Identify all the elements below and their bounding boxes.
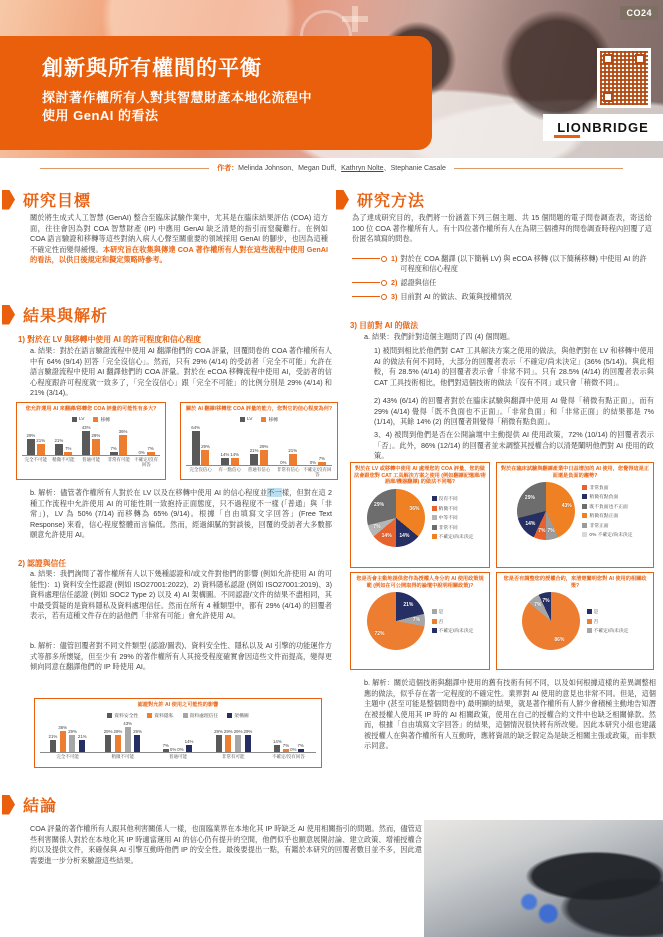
bar [134, 735, 140, 753]
pie-value-label: 7% [412, 617, 421, 624]
section-title: 結果與解析 [23, 308, 109, 325]
legend-item: 稍微不同 [432, 505, 474, 512]
pie [367, 489, 425, 547]
bar-value-label: 43% [81, 424, 91, 430]
bar-value-label: 36% [58, 724, 68, 730]
bar-chart-certifications [38, 712, 318, 766]
bar [119, 435, 127, 457]
category-label: 稍微不可能 [111, 754, 135, 760]
title-card [0, 36, 432, 150]
bar-value-label: 7% [282, 742, 290, 748]
legend-item: 非常負面 [582, 484, 632, 491]
legend-item: 0% 不確定/尚未決定 [582, 531, 632, 538]
legend-item: 沒有不同 [432, 495, 474, 502]
bar-value-label: 29% [259, 443, 269, 449]
bar-value-label: 0% [290, 747, 297, 753]
pie-value-label: 14% [399, 533, 410, 540]
section-title: 研究方法 [357, 193, 426, 210]
legend-item: LV [240, 416, 253, 423]
author-link[interactable]: Kathryn Nolte [341, 165, 384, 172]
bar-value-label: 21% [54, 437, 64, 443]
bar [110, 452, 118, 456]
chart-title: 對於在 LV 或移轉中使用 AI 處理您的 COA 評量，您的做法會跟您對 CAT 工具解決方案之使用 (例如翻譯記憶庫/術語庫/機器翻譯) 的做法不同嗎? [354, 466, 486, 485]
bar-value-label: 29% [103, 729, 113, 735]
legend-item: 不確定/尚未決定 [432, 533, 474, 540]
conclusion-body: COA 評量的著作權所有人跟其他利害關係人一樣，也面臨業界在本地化其 IP 時缺乏 AI 使用相關指引的問題。然而，儘管這些利害關係人對於在本地化其 IP 時適當運用 AI 的信心仍有提升的空間，他們似乎也願意展開討論、建立政策、增補授權合約以及提供文件，來確保與 AI 引擎互動時他們 IP 的安全性。最後要提出一點，有鑑於本研究的回覆者數目並不多，因此還需要進一步分析來驗證這些結果。 [30, 824, 422, 865]
chart-plot [20, 425, 162, 469]
pie-chart-cat-approach-box [350, 462, 490, 568]
bar-value-label: 0% [169, 747, 177, 753]
results-sub2-analysis: b. 解析：儘管回覆者對不同文件類型 (認證/圖表)、資料安全性、隱私以及 AI 引擎的功能運作方式等都多所懷疑，但至少有 29% 的著作權所有人其接受程度確實會因這些文件而提高，變得更傾向同意在翻譯他們的 IP 時使用 AI。 [30, 641, 332, 672]
bar [201, 450, 209, 466]
bar [55, 444, 63, 457]
pie-value-label: 86% [554, 636, 565, 643]
legend-item: 移轉 [261, 416, 278, 423]
pie [517, 482, 575, 540]
bar-group [150, 739, 205, 766]
bar-value-label: 29% [201, 443, 210, 449]
results-sub3-p1: 1) 被問到相比於他們對 CAT 工具解決方案之使用的做法，與他們對在 LV 和移轉中使用 AI 的做法有何不同時，大部分的回覆者表示「不確定/尚未決定」(36% (5/14))。與此相較，有 28.5% (4/14) 的回覆者表示會「非常不同」。只有 28.5% (4/14) 的回覆者表示與 CAT 工具技術相比，他們對這個技術的做法「沒有不同」或只會「稍微不同」。 [374, 346, 654, 387]
chart-plot [184, 425, 334, 478]
list-item: 2) 認證與信任 [352, 278, 652, 288]
category-label: 不確定/沒有回答 [134, 457, 159, 468]
results-sub1-heading: 1) 對於在 LV 與移轉中使用 AI 的許可程度和信心程度 [18, 335, 202, 344]
bar-value-label: 29% [223, 729, 233, 735]
bar-value-label: 7% [162, 742, 169, 748]
bar [92, 439, 100, 456]
lab-photo [424, 820, 663, 937]
section-title: 研究目標 [23, 193, 92, 210]
bar-chart-confidence-box [180, 402, 338, 480]
bar [192, 431, 200, 466]
bar [289, 454, 297, 466]
category-label: 不確定/沒有回答 [272, 754, 305, 760]
results-sub3-analysis: b. 解析：關於這個技術與翻譯中使用的舊有技術有何不同，以及如何根據這樣的差異調整相應的做法，似乎存在著一定程度的不確定性。業界對 AI 使用的意見也非常不同。但是，這個主題中 (甚至可能是整個問卷中) 最明顯的結果，就是著作權所有人鮮少會積極主動地告知潛在被授權人使用其 IP 時的 AI 相關政策，使用在自己的授權合約文件中也缺乏相關條款。然而，根據「自由填寫文字回答」的結果，這個情況很快將有所改變。因此本研究小組也建議被授權人在與著作權所有人互動時，應將資訊的缺乏假定為是缺乏相關主張或政策，而非默示同意。 [364, 678, 656, 751]
category-label: 非常有可能 [107, 457, 130, 463]
pie-value-label: 29% [374, 501, 385, 508]
pie [522, 592, 580, 650]
legend-item: 中等不同 [432, 514, 474, 521]
chart-title: 關於 AI 翻譯/移轉您 COA 評量的能力，您對它的信心程度為何? [185, 406, 333, 412]
bar-value-label: 29% [68, 729, 77, 735]
objectives-body: 關於將生成式人工智慧 (GenAI) 整合至臨床試驗作業中，尤其是在臨床結果評估 (COA) 這方面，往往會因為對 COA 智慧財產 (IP) 中應用 GenAI 缺乏清楚的指引而窒礙難行。在例如 COA 語言驗證和移轉等這些對納入病人心聲至關重要的領域採用 GenAI 的腳步，也因為這種不確定性而變得緩慢。本研究旨在收集與傳達 COA 著作權所有人對在這些流程中使用 GenAI 的看法，以供日後規定和擬定策略時參考。 [30, 213, 328, 265]
conference-code-badge: CO24 [620, 6, 658, 20]
legend-item: 不確定/尚未決定 [587, 627, 629, 634]
pie-chart-trend-box [496, 462, 654, 568]
category-label: 普通有信心 [247, 466, 271, 472]
bar [221, 458, 229, 466]
results-sub3-heading: 3) 目前對 AI 的做法 [350, 321, 419, 330]
pie-chart-cat-approach [354, 489, 486, 547]
chart-legend [582, 484, 632, 539]
legend-item: 資料安全性 [107, 712, 138, 719]
selected-text: 不一 [267, 488, 282, 497]
bar-value-label: 29% [243, 729, 253, 735]
section-header-results [2, 303, 108, 326]
legend-item: 既不負面也不正面 [582, 503, 632, 510]
bar [125, 727, 131, 754]
pie-chart-trend [500, 482, 650, 540]
legend-item: 是 [587, 608, 629, 615]
legend-item: 非常不同 [432, 524, 474, 531]
chart-title: 您是否會主動地提供您作為授權人身分的 AI 使用政策規範 (例如在可公開取得的論壇中說明相關政策)? [356, 576, 484, 589]
methods-items [352, 254, 652, 306]
pie-chart-license-update [500, 592, 650, 650]
bar-value-label: 14% [220, 452, 230, 457]
bar [147, 452, 155, 456]
lionbridge-logo: LIONBRIDGE [543, 114, 663, 141]
list-item: 3) 目前對 AI 的做法、政策與授權情況 [352, 292, 652, 302]
section-arrow-icon [2, 305, 15, 325]
bar [105, 735, 111, 753]
bar-value-label: 0% [177, 747, 184, 753]
results-sub3-intro: a. 結果：我們針對這個主題問了四 (4) 個問題。 [364, 332, 515, 341]
legend-item: 稍微有點負面 [582, 493, 632, 500]
chart-legend [20, 416, 162, 423]
bar-value-label: 29% [26, 432, 36, 438]
bar-value-label: 0% [138, 450, 145, 456]
pie-value-label: 7% [534, 601, 542, 608]
bar-value-label: 14% [230, 452, 240, 457]
chart-legend [587, 608, 629, 634]
bar [115, 735, 121, 753]
bar-value-label: 36% [118, 428, 128, 434]
bar-chart-confidence [184, 416, 334, 478]
section-header-objectives [2, 188, 91, 211]
bar-group [303, 456, 332, 478]
bullet-circle-icon [381, 256, 387, 262]
section-arrow-icon [2, 795, 15, 815]
bar [231, 458, 239, 466]
pie-value-label: 72% [374, 631, 385, 638]
bar [60, 731, 66, 753]
bar [260, 450, 268, 466]
category-label: 普通可能 [81, 457, 100, 463]
bar-group [77, 425, 105, 469]
legend-item: 是 [432, 608, 474, 615]
medical-plus-icon [342, 16, 368, 22]
pie [367, 592, 425, 650]
bar-value-label: 29% [91, 432, 101, 438]
poster-title: 創新與所有權間的平衡 [42, 57, 262, 80]
category-label: 完全不可能 [56, 754, 79, 760]
bar [69, 735, 75, 753]
chart-title: 您允許運用 AI 來翻譯/移轉您 COA 評量的可能性有多大? [25, 406, 157, 412]
legend-item: 資料隱私 [147, 712, 173, 719]
chart-title: 對於在臨床試驗與翻譯產業中日益增加的 AI 使用，您覺得這是正面還是負面的趨勢? [500, 466, 650, 479]
qr-code[interactable] [597, 48, 651, 108]
bar-value-label: 14% [272, 738, 282, 744]
bar-value-label: 7% [110, 446, 117, 452]
pie-chart-policy-forum [354, 592, 486, 650]
bar-value-label: 14% [184, 738, 194, 744]
bar-group [132, 446, 160, 468]
legend-item: 否 [432, 618, 474, 625]
connector-line [352, 258, 380, 259]
category-label: 完全不可能 [24, 457, 48, 463]
section-header-methods [336, 188, 425, 211]
pie-value-label: 36% [409, 505, 420, 512]
bar-value-label: 29% [214, 729, 223, 735]
pie-chart-policy-forum-box [350, 572, 490, 670]
pie-value-label: 7% [373, 523, 381, 530]
legend-item: 稍微有點正面 [582, 512, 632, 519]
connector-line [352, 296, 380, 297]
list-item: 1) 對於在 COA 翻譯 (以下簡稱 LV) 與 eCOA 移轉 (以下簡稱移轉) 中使用 AI 的許可程度和信心程度 [352, 254, 652, 274]
bar-group [50, 438, 78, 469]
connector-line [352, 282, 380, 283]
bar-group [244, 444, 273, 478]
bar-value-label: 7% [147, 446, 154, 452]
bar-group [206, 729, 261, 765]
bar-value-label: 21% [48, 734, 58, 740]
pie-value-label: 43% [561, 503, 572, 510]
methods-intro: 為了達成研究目的，我們將一份涵蓋下列三個主題、共 15 個問題的電子問卷調查表，寄送給 100 位 COA 著作權所有人。有十四位著作權所有人在為期三個禮拜的問卷調查時程內回覆了這份匿名填寫的問卷。 [352, 213, 652, 244]
bar [79, 740, 85, 753]
legend-item: 移轉 [93, 416, 110, 423]
category-label: 非常有可能 [221, 754, 245, 760]
bar-group [105, 429, 133, 469]
objectives-highlight: 本研究旨在收集與傳達 COA 著作權所有人對在這些流程中使用 GenAI 的看法，以供日後規定和擬定策略時參考。 [30, 244, 328, 265]
bar [37, 444, 45, 457]
authors-row [40, 163, 623, 173]
bar [163, 749, 169, 753]
category-label: 完全沒信心 [189, 466, 212, 472]
category-label: 普通可能 [169, 754, 187, 760]
pie-value-label: 14% [381, 533, 392, 540]
chart-legend [38, 712, 318, 719]
category-label: 稍微不可能 [52, 457, 75, 463]
chart-legend [184, 416, 334, 423]
chart-legend [432, 495, 474, 540]
pie-value-label: 7% [542, 597, 550, 604]
bar [27, 439, 35, 456]
bar-chart-certifications-box [34, 698, 322, 768]
bar-value-label: 0% [280, 459, 287, 465]
bar [82, 431, 90, 457]
bar-group [274, 448, 303, 478]
bar [50, 740, 56, 753]
bar [298, 749, 304, 753]
pie-value-label: 29% [524, 495, 535, 502]
bar-group [215, 452, 244, 478]
bar [186, 745, 192, 754]
section-arrow-icon [336, 190, 349, 210]
legend-item: 否 [587, 618, 629, 625]
results-sub3-p3: 3、4) 被問到他們是否在公開論壇中主動提供 AI 使用政策，72% (10/14) 的回覆者表示「否」。此外，86% (12/14) 的回覆者並未調整其授權合約以清楚闡明他們對 AI 使用的政策。 [374, 430, 654, 461]
chart-legend [432, 608, 474, 634]
chart-title: 認證對允許 AI 使用之可能性的影響 [137, 702, 219, 708]
legend-item: LV [72, 416, 85, 423]
results-sub1-analysis: b. 解析：儘管著作權所有人對於在 LV 以及在移轉中使用 AI 的信心程度並不一樣，但對在這 2 種工作流程中允許使用 AI 的可能性則一致抱持正面態度，只不過程度不一樣 (「普通」與「非常」)，LV 為 50% (7/14) 而移轉為 65% (9/14)。根據「自由填寫文字回答」(Free Text Response) 來看，信心程度整體而言偏低。然而，經過細膩的對談後，回覆的受訪者大多數都願意允許使用 AI。 [30, 488, 332, 540]
pie-value-label: 21% [403, 601, 414, 608]
results-sub2-heading: 2) 認證與信任 [18, 559, 67, 568]
legend-item: 資料處理信任 [183, 712, 219, 719]
pie-chart-license-update-box [496, 572, 654, 670]
bar-value-label: 21% [77, 734, 87, 740]
bar [318, 462, 326, 466]
bar [250, 454, 258, 466]
bar-value-label: 21% [36, 437, 46, 443]
pie-value-label: 14% [525, 521, 536, 528]
category-label: 有一點信心 [218, 466, 242, 472]
bar-value-label: 29% [113, 729, 123, 735]
legend-item: 架構圖 [227, 712, 248, 719]
bar-chart-permission [20, 416, 162, 469]
bar-value-label: 7% [65, 446, 72, 452]
results-sub1-result: a. 結果：對於在語言驗證流程中使用 AI 翻譯他們的 COA 評量，回覆問卷的 COA 著作權所有人中有 64% (9/14) 回答「完全沒信心」。然而，只有 29% (4/14) 的受訪者「完全不可能」允許在語言驗證流程中使用 AI 翻譯他們的 COA 評量。對於在 eCOA 移轉流程中使用 AI，受訪者的信心程度跟許可程度就一致多了，「完全沒信心」跟「完全不可能」的比例分別是 29% (4/14) 和 21% (3/14)。 [30, 346, 332, 398]
pie-value-label: 7% [547, 528, 555, 535]
bar-value-label: 0% [309, 459, 317, 465]
bar [283, 749, 289, 753]
divider-line [40, 168, 209, 169]
bar [64, 452, 72, 456]
bar-value-label: 7% [297, 742, 304, 748]
legend-item: 非常正面 [582, 522, 632, 529]
bar-value-label: 21% [288, 448, 298, 454]
bar-value-label: 29% [133, 729, 142, 735]
header-photo [0, 0, 663, 158]
chart-title: 您是否有調整您的授權合約，來清楚闡明您對 AI 使用的相關政策? [503, 576, 647, 589]
qr-pattern [600, 51, 648, 105]
bar-value-label: 29% [233, 729, 243, 735]
bar-group [261, 739, 316, 766]
category-label: 非常有信心 [276, 466, 300, 472]
bar-value-label: 21% [249, 448, 259, 454]
bar-group [22, 433, 50, 468]
pie-value-label: 7% [538, 528, 546, 535]
divider-line [454, 168, 623, 169]
poster-subtitle: 探討著作權所有人對其智慧財產本地化流程中 使用 GenAI 的看法 [42, 90, 313, 123]
results-sub2-result: a. 結果：我們詢問了著作權所有人以下幾種認證和/或文件對他們的影響 (例如允許使用 AI 的可能性)：1) 資料安全性認證 (例如 ISO27001:2022)、2) 資料隱私認證 (例如 ISO27001:2019)、3) 資料處理信任認證 (例如 SOC2 Type 2) 以及 4) AI 架構圖。不同認證/文件的結果不盡相同，其中最受質疑的是資料隱私及資料處理信任。然而在所有 4 種類型中，都有 29% (4/14) 的回覆者表示，若有這種文件存在的話他們「非常有可能」會允許使用 AI。 [30, 569, 332, 621]
bar-group [40, 725, 95, 765]
bar-value-label: 7% [318, 455, 326, 461]
bar-value-label: 64% [191, 424, 201, 430]
bar [216, 735, 222, 753]
bar-group [186, 425, 215, 478]
authors: 作者：Melinda Johnson、Megan Duff、Kathryn Nolte、Stephanie Casale [217, 165, 446, 172]
bar-group [95, 721, 150, 766]
bullet-circle-icon [381, 294, 387, 300]
chart-plot [38, 721, 318, 766]
section-header-conclusion [2, 793, 57, 816]
bar [225, 735, 231, 753]
logo-underline [554, 135, 580, 138]
bar [274, 745, 280, 754]
category-label: 不確定/沒有回答 [303, 466, 332, 477]
legend-item: 不確定/尚未決定 [432, 627, 474, 634]
bar [235, 735, 241, 753]
section-arrow-icon [2, 190, 15, 210]
bar [245, 735, 251, 753]
bar-chart-permission-box [16, 402, 166, 480]
section-title: 結論 [23, 798, 58, 815]
bar-value-label: 43% [123, 720, 133, 726]
bullet-circle-icon [381, 280, 387, 286]
results-sub3-p2: 2) 43% (6/14) 的回覆者對於在臨床試驗與翻譯中使用 AI 覺得「稍微有點正面」，而有 29% (4/14) 覺得「既不負面也不正面」。「非常負面」和「非常正面」的結果都是 7% (1/14)，其餘 14% (2) 的回覆者則覺得「稍微有點負面」。 [374, 396, 654, 427]
